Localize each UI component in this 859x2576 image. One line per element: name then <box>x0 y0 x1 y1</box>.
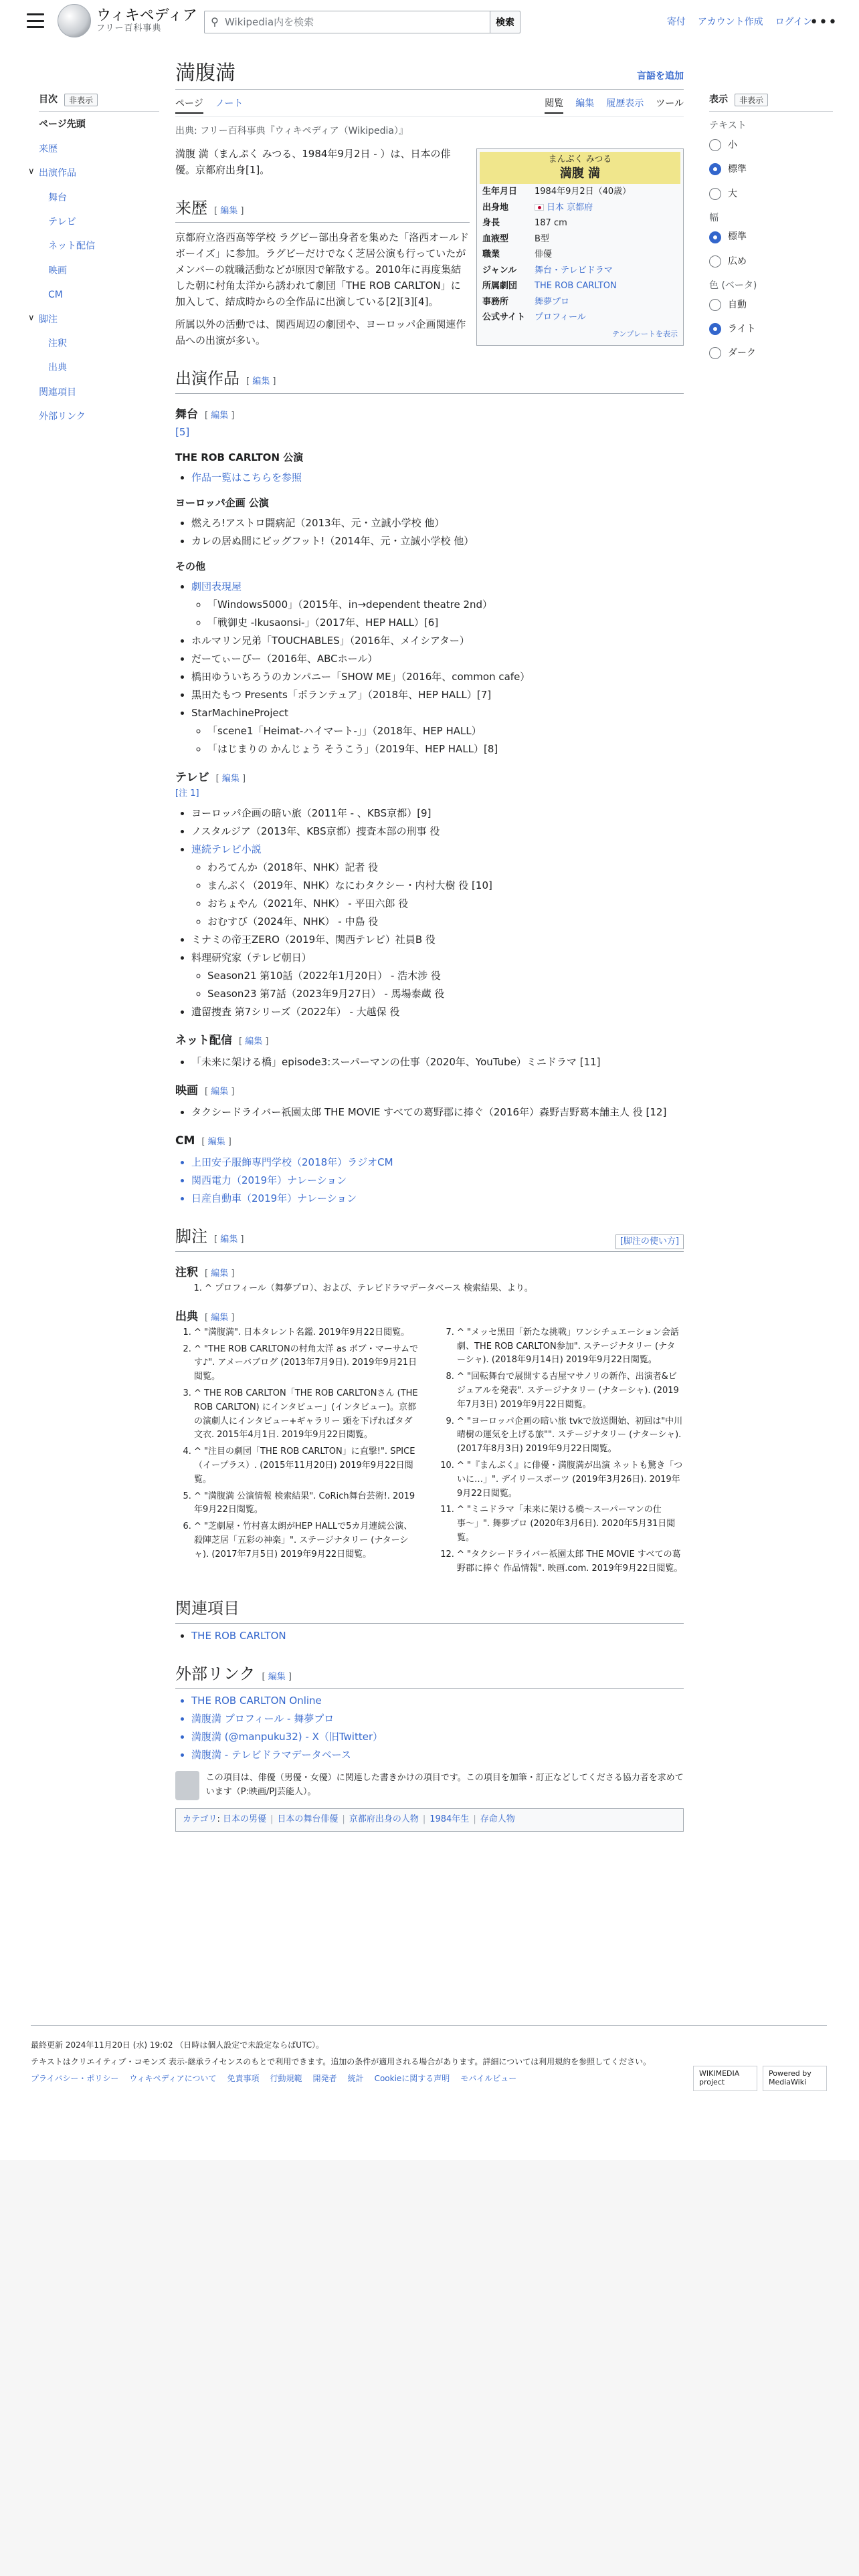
history-paragraph-2: 所属以外の活動では、関西周辺の劇団や、ヨーロッパ企画関連作品への出演が多い。 <box>175 318 466 347</box>
list-item: • 燃えろ!アストロ闘病記（2013年、元・立誠小学校 他） <box>191 515 684 531</box>
edit-history-link[interactable]: 編集 <box>220 205 238 216</box>
table-of-contents <box>39 92 159 433</box>
list-item: StarMachineProject <box>191 706 288 719</box>
donate-link[interactable]: 寄付 <box>666 17 686 27</box>
reference-item: 11. ^ "ミニドラマ「未来に架ける橋〜スーパーマンの仕事〜」". 舞夢プロ (2020年3月6日). 2020年5月31日閲覧。 <box>457 1503 684 1545</box>
text-size-label: テキスト <box>709 120 747 132</box>
infobox-row <box>480 184 680 200</box>
infobox-row <box>480 278 680 294</box>
list-item: • 遺留捜査 第7シリーズ（2022年） - 大越保 役 <box>191 1004 684 1020</box>
list-item: • ミナミの帝王ZERO（2019年、関西テレビ）社員B 役 <box>191 932 684 948</box>
list-item: • 日産自動車（2019年）ナレーション <box>191 1190 684 1206</box>
category-link[interactable]: 1984年生 <box>430 1814 470 1825</box>
related-link[interactable]: THE ROB CARLTON <box>191 1629 286 1642</box>
tab-edit[interactable]: 編集 <box>575 98 595 109</box>
external-link: • 満腹満 プロフィール - 舞夢プロ <box>191 1711 684 1727</box>
footnote-howto-link[interactable]: [脚注の使い方] <box>615 1235 684 1250</box>
tab-tools[interactable]: ツール <box>656 98 684 109</box>
heading-rob: THE ROB CARLTON 公演 <box>175 451 304 463</box>
list-item: • 上田安子服飾専門学校（2018年）ラジオCM <box>191 1154 684 1170</box>
heading-history: 来歴 <box>175 198 207 217</box>
list-item: • カレの居ぬ間にビッグフット!（2014年、元・立誠小学校 他） <box>191 533 684 549</box>
toc-item[interactable]: 出典 <box>48 362 67 374</box>
reference-item: 6. ^ "芝劇屋・竹村喜太朗がHEP HALLで5カ月連続公演、殺陣芝居「五彩の神楽」". ステージナタリー (ナターシャ). (2017年7月5日) 2019年9月22日閲覧。 <box>194 1520 421 1562</box>
categories-label[interactable]: カテゴリ <box>183 1814 217 1825</box>
list-item: ◦ 「scene1「Heimat-ハイマート-」」（2018年、HEP HALL） <box>207 723 684 739</box>
footer-link[interactable]: ウィキペディアについて <box>129 2074 217 2084</box>
search-box <box>204 11 492 33</box>
list-item: • 橋田ゆういちろうのカンパニー「SHOW ME」（2016年、common cafe） <box>191 669 684 685</box>
edit-shutten-link[interactable]: 編集 <box>211 1312 229 1323</box>
search-button[interactable]: 検索 <box>490 11 520 33</box>
heading-movie: 映画 <box>175 1083 198 1097</box>
list-item: • 関西電力（2019年）ナレーション <box>191 1172 684 1188</box>
category-link[interactable]: 存命人物 <box>480 1814 515 1825</box>
footer-link[interactable]: モバイルビュー <box>460 2074 517 2084</box>
list-item: • タクシードライバー祇園太郎 THE MOVIE すべての葛野郡に捧ぐ（2016年）森野吉野葛本舗主人 役 [12] <box>191 1104 684 1120</box>
reference-item: 2. ^ "THE ROB CARLTONの村角太洋 as ボブ・マーサムです♪". アメーバブログ (2013年7月9日). 2019年9月21日閲覧。 <box>194 1343 421 1384</box>
tab-read[interactable]: 閲覧 <box>545 96 563 114</box>
stub-notice <box>175 1771 684 1800</box>
heading-cm: CM <box>175 1134 195 1148</box>
heading-external: 外部リンク <box>175 1664 256 1683</box>
list-item: • ヨーロッパ企画の暗い旅（2011年 - 、KBS京都）[9] <box>191 805 684 821</box>
toc-item[interactable]: 注釈 <box>48 338 67 349</box>
heading-notes: 脚注 <box>175 1227 207 1247</box>
list-item: ◦ Season23 第7話（2023年9月27日） - 馬場泰蔵 役 <box>207 986 684 1002</box>
create-account-link[interactable]: アカウント作成 <box>697 17 763 27</box>
list-item: • 黒田たもつ Presents「ポランテュア」（2018年、HEP HALL）[7] <box>191 687 684 703</box>
infobox-key: 事務所 <box>482 296 509 307</box>
width-standard-radio[interactable]: 標準 <box>709 229 833 244</box>
footer-link[interactable]: 行動規範 <box>270 2074 302 2084</box>
infobox-value: 舞夢プロ <box>535 296 570 307</box>
stage-ref[interactable]: [5] <box>175 425 190 438</box>
footer-last-modified: 最終更新 2024年11月20日 (水) 19:02 （日時は個人設定で未設定ならばUTC）。 <box>31 2040 324 2050</box>
footer-link[interactable]: 開発者 <box>312 2074 337 2084</box>
color-label: 色 (ベータ) <box>709 280 757 292</box>
toc-item[interactable]: ∨ 出演作品 <box>39 166 159 181</box>
toc-item[interactable]: ネット配信 <box>48 241 95 252</box>
list-item[interactable]: 劇団表現屋 <box>191 580 242 593</box>
infobox-row <box>480 310 680 326</box>
list-item: ◦ おむすび（2024年、NHK） - 中島 役 <box>207 914 684 930</box>
list-item: • だーてぃーぴー（2016年、ABCホール） <box>191 651 684 667</box>
infobox-row <box>480 231 680 247</box>
infobox-value: 1984年9月2日（40歳） <box>535 187 632 197</box>
infobox-value: 俳優 <box>535 249 553 260</box>
stub-image <box>175 1771 199 1800</box>
heading-tv: テレビ <box>175 770 209 784</box>
personal-tools <box>667 15 812 29</box>
search-input[interactable] <box>225 16 491 28</box>
tab-history[interactable]: 履歴表示 <box>606 98 644 109</box>
text-small-radio[interactable]: 小 <box>709 138 833 152</box>
infobox-value: 舞台・テレビドラマ <box>535 265 613 276</box>
infobox-key: 公式サイト <box>482 312 526 323</box>
site-sub: 出典: フリー百科事典『ウィキペディア（Wikipedia）』 <box>175 126 408 137</box>
appearance-hide-button[interactable]: 非表示 <box>735 94 768 106</box>
list-item: • ホルマリン兄弟「TOUCHABLES」（2016年、メイシアター） <box>191 633 684 649</box>
category-link[interactable]: 日本の男優 <box>223 1814 267 1825</box>
appearance-panel <box>709 92 833 370</box>
infobox-value: プロフィール <box>535 312 586 323</box>
tab-talk[interactable]: ノート <box>215 98 244 109</box>
infobox-key: 血液型 <box>482 233 509 244</box>
edit-notes-link[interactable]: 編集 <box>220 1235 238 1245</box>
page-title: 満腹満 <box>175 62 235 85</box>
reference-item: 7. ^ "メッセ黒田「新たな挑戦」ワンシチュエーション会話劇、THE ROB CARLTON参加". ステージナタリー (ナターシャ). (2018年9月14日) 2019年9月22日閲覧。 <box>457 1326 684 1368</box>
infobox <box>476 148 684 346</box>
infobox-row <box>480 294 680 310</box>
logo-subtitle: フリー百科事典 <box>96 23 162 33</box>
heading-related: 関連項目 <box>175 1599 240 1618</box>
heading-other: その他 <box>175 560 206 572</box>
template-link[interactable]: テンプレートを表示 <box>611 329 678 338</box>
heading-euro: ヨーロッパ企画 公演 <box>175 496 269 509</box>
lead-paragraph: 満腹 満（まんぷく みつる、1984年9月2日 - ）は、日本の俳優。京都府出身[1]。 <box>175 147 451 176</box>
toc-item[interactable]: 外部リンク <box>39 411 86 423</box>
site-logo[interactable] <box>58 4 197 37</box>
more-options-icon[interactable]: ••• <box>809 14 838 31</box>
footer <box>31 2025 827 2086</box>
list-item: • 「未来に架ける橋」episode3:スーパーマンの仕事（2020年、YouTube）ミニドラマ [11] <box>191 1054 684 1070</box>
reference-item: 10. ^ "『まんぷく』に俳優・満腹満が出演 ネットも驚き「ついに…」". デイリースポーツ (2019年3月26日). 2019年9月22日閲覧。 <box>457 1459 684 1501</box>
category-link[interactable]: 日本の舞台俳優 <box>277 1814 339 1825</box>
tab-page[interactable]: ページ <box>175 96 203 114</box>
list-item: • ノスタルジア（2013年、KBS京都）捜査本部の刑事 役 <box>191 823 684 839</box>
infobox-key: 生年月日 <box>482 187 518 197</box>
footer-license: テキストはクリエイティブ・コモンズ 表示-継承ライセンスのもとで利用できます。追加の条件が適用される場合があります。詳細については利用規約を参照してください。 <box>31 2057 652 2067</box>
edit-ext-link[interactable]: 編集 <box>268 1671 286 1682</box>
wikipedia-globe-icon <box>58 4 91 37</box>
category-box: カテゴリ: 日本の男優 | 日本の舞台俳優 | 京都府出身の人物 | 1984年生 | 存命人物 <box>175 1808 684 1832</box>
list-item: ◦ まんぷく（2019年、NHK）なにわタクシー・内村大樹 役 [10] <box>207 877 684 893</box>
external-link: • 満腹満 - テレビドラマデータベース <box>191 1747 684 1763</box>
reference-item: 8. ^ "回転舞台で展開する吉屋マサノリの新作、出演者&ビジュアルを発表". ステージナタリー (ナターシャ). (2019年7月3日) 2019年9月22日閲覧。 <box>457 1370 684 1412</box>
infobox-name: 満腹 満 <box>559 166 601 181</box>
login-link[interactable]: ログイン <box>775 17 812 27</box>
infobox-key: ジャンル <box>482 265 517 276</box>
width-label: 幅 <box>709 212 719 223</box>
footer-link[interactable]: プライバシー・ポリシー <box>31 2074 119 2084</box>
list-item: ◦ わろてんか（2018年、NHK）記者 役 <box>207 859 684 875</box>
external-link: • 満腹満 (@manpuku32) - X（旧Twitter） <box>191 1729 684 1745</box>
list-item: ◦ 「戦御史 -Ikusaonsi-」（2017年、HEP HALL）[6] <box>207 615 684 631</box>
toc-title: 目次 <box>39 94 58 105</box>
heading-stage: 舞台 <box>175 407 198 421</box>
infobox-row <box>480 215 680 231</box>
category-link[interactable]: 京都府出身の人物 <box>349 1814 419 1825</box>
heading-net: ネット配信 <box>175 1033 232 1047</box>
main-menu-icon[interactable] <box>27 13 44 28</box>
toc-item[interactable]: 舞台 <box>48 192 67 203</box>
heading-shutten: 出典 <box>175 1309 198 1323</box>
reference-item: 9. ^ "ヨーロッパ企画の暗い旅 tvkで放送開始、初回は"中川晴樹の運気を上げる旅"". ステージナタリー (ナターシャ). (2017年8月3日) 2019年9月22日閲覧。 <box>457 1415 684 1457</box>
infobox-row <box>480 247 680 263</box>
edit-stage-link[interactable]: 編集 <box>211 410 229 421</box>
text-large-radio[interactable]: 大 <box>709 187 833 201</box>
color-light-radio[interactable]: ライト <box>709 322 833 336</box>
history-paragraph-1: 京都府立洛西高等学校 ラグビー部出身者を集めた「洛西オールドボーイズ」に参加。ラグビーだけでなく芝居公演も行っていたがメンバーの就職活動などが原因で解散する。2010年に再度集結した朝に村角太洋から誘われて劇団「THE ROB CARLTON」に加入して、結成時からの全作品に出演している[2][3][4]。 <box>175 231 469 308</box>
infobox-row <box>480 200 680 216</box>
color-dark-radio[interactable]: ダーク <box>709 346 833 360</box>
heading-works: 出演作品 <box>175 369 240 389</box>
header <box>0 0 859 44</box>
footer-link[interactable]: Cookieに関する声明 <box>374 2074 450 2084</box>
mediawiki-badge[interactable]: Powered by MediaWiki <box>763 2066 827 2091</box>
japan-flag-icon <box>535 204 544 211</box>
infobox-kana: まんぷく みつる <box>548 154 612 165</box>
reference-item: 5. ^ "満腹満 公演情報 検索結果". CoRich舞台芸術!. 2019年9月22日閲覧。 <box>194 1490 421 1518</box>
external-link: • THE ROB CARLTON Online <box>191 1693 684 1709</box>
toc-item[interactable]: 関連項目 <box>39 387 76 398</box>
toc-item[interactable]: テレビ <box>48 216 76 227</box>
page-tabs <box>175 96 684 117</box>
list-item[interactable]: 連続テレビ小説 <box>191 843 262 855</box>
logo-title: ウィキペディア <box>96 7 197 24</box>
appearance-title: 表示 <box>709 94 728 105</box>
edit-movie-link[interactable]: 編集 <box>211 1086 229 1097</box>
reference-item: 3. ^ THE ROB CARLTON「THE ROB CARLTONさん (THE ROB CARLTON) にインタビュー」(インタビュー)。京都の演劇人にインタビュー+ギャラリー 頭を下げればタダ文衣. 2015年4月1日. 2019年9月22日閲覧。 <box>194 1387 421 1442</box>
article-content: 満腹満 言語を追加 ページ ノート 閲覧 編集 履歴表示 ツール 出典: フリー百科事典『ウィキペディア（Wikipedia）』 まんぷく みつる 満腹 満 生年月日 1984年9月2日（40歳） 出身地 日本 京都府 身長 187 cm 血液型 B型 職業 俳優 ジャンル 舞台・テレビドラマ 所属劇団 THE ROB CARLTON 事務所 舞夢プロ 公式サイト プロフィール テンプレートを表示 満腹 満（まんぷく みつる、1984年9月2日 - ）は、日本の俳優。京都府出身[1]。 来歴 [ 編集 ] 京都府立洛西高等学校 ラグビー部出身者を集めた「洛西オールドボーイズ」に参加。ラグビーだけでなく芝居公演も行っていたがメンバーの就職活動などが原因で解散する。2010年に再度集結した朝に村角太洋から誘われて劇団「THE ROB CARLTON」に加入して、結成時からの全作品に出演している[2][3][4]。 所属以外の活動では、関西周辺の劇団や、ヨーロッパ企画関連作品への出演が多い。 出演作品 [ 編集 ] 舞台 [ 編集 ] [5] THE ROB CARLTON 公演 • 作品一覧はこちらを参照 ヨーロッパ企画 公演 • 燃えろ!アストロ闘病記（2013年、元・立誠小学校 他） • カレの居ぬ間にビッグフット!（2014年、元・立誠小学校 他） その他 • 劇団表現屋 ◦ 「Windows5000」（2015年、in→dependent theatre 2nd） ◦ 「戦御史 -Ikusaonsi-」（2017年、HEP HALL）[6] • ホルマリン兄弟「TOUCHABLES」（2016年、メイシアター） • だーてぃーぴー（2016年、ABCホール） • 橋田ゆういちろうのカンパニー「SHOW ME」（2016年、common cafe） • 黒田たもつ Presents「ポランテュア」（2018年、HEP HALL）[7] • StarMachineProject ◦ 「scene1「Heimat-ハイマート-」」（2018年、HEP HALL） ◦ 「はじまりの かんじょう そうこう」（2019年、HEP HALL）[8] テレビ [ 編集 ] [注 1] • ヨーロッパ企画の暗い旅（2011年 - 、KBS京都）[9] • ノスタルジア（2013年、KBS京都）捜査本部の刑事 役 • 連続テレビ小説 ◦ わろてんか（2018年、NHK）記者 役 ◦ まんぷく（2019年、NHK）なにわタクシー・内村大樹 役 [10] ◦ おちょやん（2021年、NHK） - 平田六郎 役 ◦ おむすび（2024年、NHK） - 中島 役 • ミナミの帝王ZERO（2019年、関西テレビ）社員B 役 • 料理研究家（テレビ朝日） ◦ Season21 第10話（2022年1月20日） - 浩木涉 役 ◦ Season23 第7話（2023年9月27日） - 馬場泰蔵 役 • 遺留捜査 第7シリーズ（2022年） - 大越保 役 ネット配信 [ 編集 ] • 「未来に架ける橋」episode3:スーパーマンの仕事（2020年、YouTube）ミニドラマ [11] 映画 [ 編集 ] • タクシードライバー祇園太郎 THE MOVIE すべての葛野郡に捧ぐ（2016年）森野吉野葛本舗主人 役 [12] CM [ 編集 ] • 上田安子服飾専門学校（2018年）ラジオCM • 関西電力（2019年）ナレーション • 日産自動車（2019年）ナレーション 脚注 [ 編集 ] [脚注の使い方] 注釈 [ 編集 ] 1. ^ プロフィール（舞夢プロ）、および、テレビドラマデータベース 検索結果、より。 出典 [ 編集 ] 1. ^ "満腹満". 日本タレント名鑑. 2019年9月22日閲覧。 2. ^ "THE ROB CARLTONの村角太洋 as ボブ・マーサムです♪". アメーバブログ (2013年7月9日). 2019年9月21日閲覧。 3. ^ THE ROB CARLTON「THE ROB CARLTONさん (THE ROB CARLTON) にインタビュー」(インタビュー)。京都の演劇人にインタビュー+ギャラリー 頭を下げればタダ文衣. 2015年4月1日. 2019年9月22日閲覧。 4. ^ "注目の劇団「THE ROB CARLTON」に直撃!". SPICE（イープラス）. (2015年11月20日) 2019年9月22日閲覧。 5. ^ "満腹満 公演情報 検索結果". CoRich舞台芸術!. 2019年9月22日閲覧。 6. ^ "芝劇屋・竹村喜太朗がHEP HALLで5カ月連続公演、殺陣芝居「五彩の神楽」". ステージナタリー (ナターシャ). (2017年7月5日) 2019年9月22日閲覧。 7. ^ "メッセ黒田「新たな挑戦」ワンシチュエーション会話劇、THE ROB CARLTON参加". ステージナタリー (ナターシャ). (2018年9月14日) 2019年9月22日閲覧。 8. ^ "回転舞台で展開する吉屋マサノリの新作、出演者&ビジュアルを発表". ステージナタリー (ナターシャ). (2019年7月3日) 2019年9月22日閲覧。 9. ^ "ヨーロッパ企画の暗い旅 tvkで放送開始、初回は"中川晴樹の運気を上げる旅"". ステージナタリー (ナターシャ). (2017年8月3日) 2019年9月22日閲覧。 10. ^ "『まんぷく』に俳優・満腹満が出演 ネットも驚き「ついに…」". デイリースポーツ (2019年3月26日). 2019年9月22日閲覧。 11. ^ "ミニドラマ「未来に架ける橋〜スーパーマンの仕事〜」". 舞夢プロ (2020年3月6日). 2020年5月31日閲覧。 12. ^ "タクシードライバー祇園太郎 THE MOVIE すべての葛野郡に捧ぐ 作品情報". 映画.com. 2019年9月22日閲覧。 関連項目 • THE ROB CARLTON 外部リンク [ 編集 ] • THE ROB CARLTON Online • 満腹満 プロフィール - 舞夢プロ • 満腹満 (@manpuku32) - X（旧Twitter） • 満腹満 - テレビドラマデータベース この項目は、俳優（男優・女優）に関連した書きかけの項目です。この項目を加筆・訂正などしてくださる協力者を求めています（P:映画/PJ芸能人）。 カテゴリ: 日本の男優 | 日本の舞台俳優 | 京都府出身の人物 | 1984年生 | 存命人物 <box>175 60 684 1832</box>
heading-chushaku: 注釈 <box>175 1265 198 1279</box>
infobox-key: 所属劇団 <box>482 281 518 292</box>
reference-item: 1. ^ "満腹満". 日本タレント名鑑. 2019年9月22日閲覧。 <box>194 1326 421 1340</box>
edit-net-link[interactable]: 編集 <box>245 1036 263 1047</box>
tv-note[interactable]: [注 1] <box>175 788 199 798</box>
footer-link[interactable]: 統計 <box>347 2074 364 2084</box>
toc-item[interactable]: 映画 <box>48 265 67 276</box>
edit-tv-link[interactable]: 編集 <box>221 773 240 784</box>
edit-chushaku-link[interactable]: 編集 <box>211 1268 229 1279</box>
footer-link[interactable]: 免責事項 <box>227 2074 260 2084</box>
toc-item[interactable]: ∨ 脚注 <box>39 312 159 327</box>
infobox-row <box>480 263 680 279</box>
infobox-value: THE ROB CARLTON <box>535 281 617 292</box>
toc-hide-button[interactable]: 非表示 <box>64 94 98 106</box>
list-item: 料理研究家（テレビ朝日） <box>191 951 312 964</box>
search-icon: ⚲ <box>211 15 219 29</box>
list-item: ◦ 「Windows5000」（2015年、in→dependent theatre 2nd） <box>207 597 684 613</box>
infobox-value: 日本 京都府 <box>547 202 593 213</box>
toc-item[interactable]: ページ先頭 <box>39 119 86 130</box>
rob-list-link[interactable]: 作品一覧はこちらを参照 <box>191 471 302 484</box>
width-wide-radio[interactable]: 広め <box>709 254 833 269</box>
toc-item[interactable]: CM <box>48 290 63 301</box>
infobox-value: 187 cm <box>535 218 567 229</box>
list-item: ◦ Season21 第10話（2022年1月20日） - 浩木涉 役 <box>207 968 684 984</box>
infobox-key: 出身地 <box>482 202 509 213</box>
list-item: ◦ 「はじまりの かんじょう そうこう」（2019年、HEP HALL）[8] <box>207 741 684 757</box>
list-item: ◦ おちょやん（2021年、NHK） - 平田六郎 役 <box>207 895 684 911</box>
infobox-key: 職業 <box>482 249 500 260</box>
infobox-key: 身長 <box>482 218 500 229</box>
toc-item[interactable]: 来歴 <box>39 143 58 154</box>
reference-item: 4. ^ "注目の劇団「THE ROB CARLTON」に直撃!". SPICE（イープラス）. (2015年11月20日) 2019年9月22日閲覧。 <box>194 1445 421 1487</box>
wikimedia-badge[interactable]: WIKIMEDIA project <box>693 2066 757 2091</box>
add-language-button[interactable]: 言語を追加 <box>637 70 684 82</box>
text-standard-radio[interactable]: 標準 <box>709 162 833 177</box>
note-item: 1. ^ プロフィール（舞夢プロ）、および、テレビドラマデータベース 検索結果、より。 <box>205 1282 684 1296</box>
stub-text: この項目は、俳優（男優・女優）に関連した書きかけの項目です。この項目を加筆・訂正などしてくださる協力者を求めています（P:映画/PJ芸能人）。 <box>205 1773 684 1798</box>
edit-works-link[interactable]: 編集 <box>252 377 270 387</box>
reference-item: 12. ^ "タクシードライバー祇園太郎 THE MOVIE すべての葛野郡に捧ぐ 作品情報". 映画.com. 2019年9月22日閲覧。 <box>457 1548 684 1576</box>
infobox-value: B型 <box>535 233 549 244</box>
edit-cm-link[interactable]: 編集 <box>207 1137 225 1148</box>
color-auto-radio[interactable]: 自動 <box>709 298 833 312</box>
